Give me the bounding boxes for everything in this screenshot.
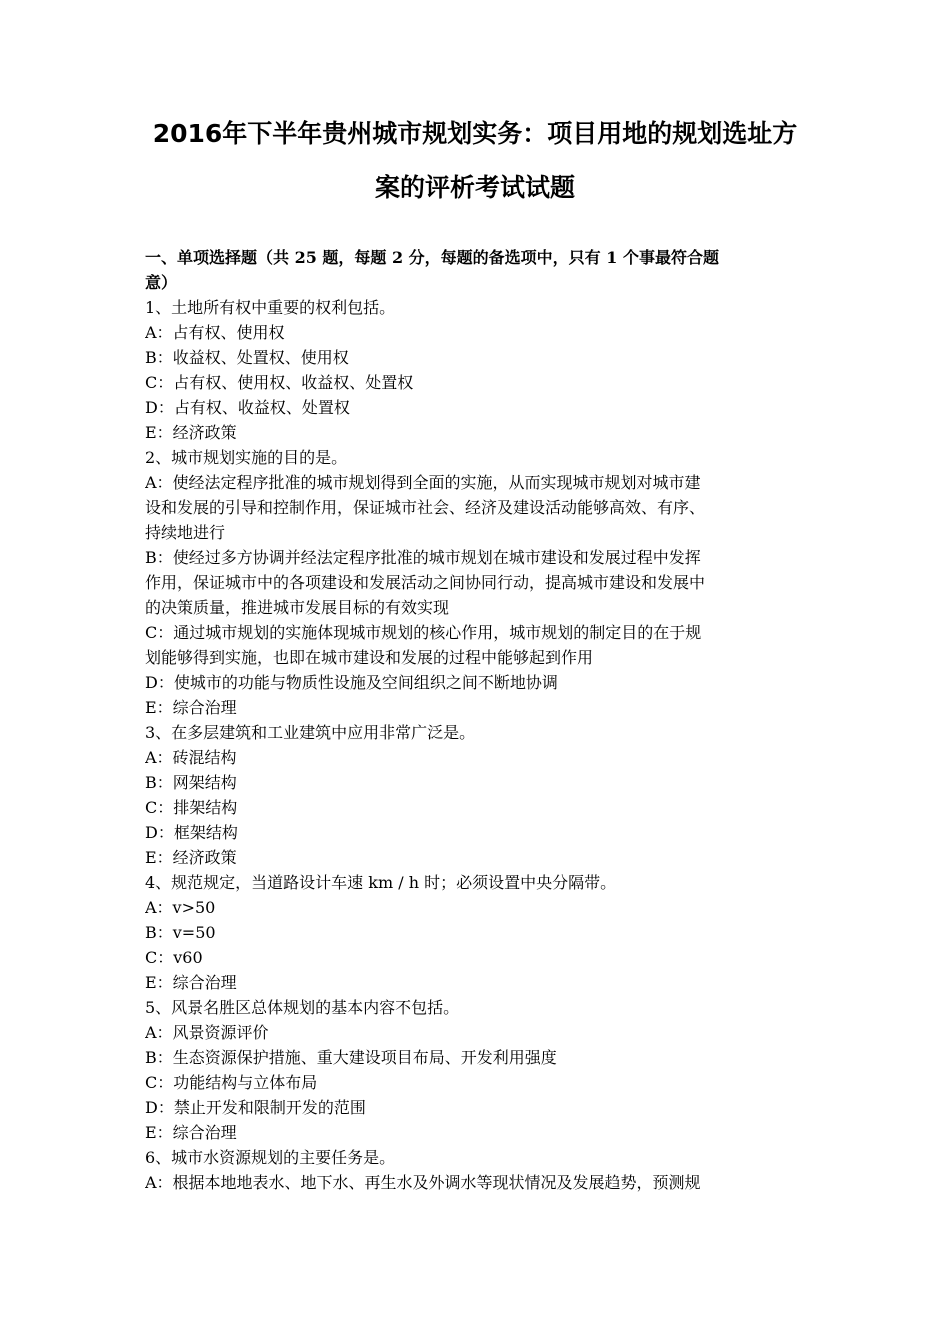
document-title-line-2: 案的评析考试试题 [374,173,575,202]
section-heading [145,245,810,295]
question-text-line: 的决策质量，推进城市发展目标的有效实现 [145,598,450,617]
question-text-line: B：网架结构 [145,773,237,792]
question-text-line: D：使城市的功能与物质性设施及空间组织之间不断地协调 [145,673,558,692]
question-text-line: A：砖混结构 [145,748,237,767]
question-text-line: 4、规范规定，当道路设计车速 km / h 时；必须设置中央分隔带。 [145,873,617,892]
question-text-line: 作用，保证城市中的各项建设和发展活动之间协同行动，提高城市建设和发展中 [145,573,706,592]
question-text-line: B：使经过多方协调并经法定程序批准的城市规划在城市建设和发展过程中发挥 [145,548,701,567]
question-text-line: 持续地进行 [145,523,226,542]
question-text-line: 5、风景名胜区总体规划的基本内容不包括。 [145,998,460,1017]
question-text-line: 1、土地所有权中重要的权利包括。 [145,298,396,317]
question-text-line: C：通过城市规划的实施体现城市规划的核心作用，城市规划的制定目的在于规 [145,623,702,642]
question-text-line: C：功能结构与立体布局 [145,1073,318,1092]
question-text-line: A：使经法定程序批准的城市规划得到全面的实施，从而实现城市规划对城市建 [145,473,701,492]
question-text-line: 6、城市水资源规划的主要任务是。 [145,1148,396,1167]
question-text-line: C：占有权、使用权、收益权、处置权 [145,373,414,392]
question-text-line: 3、在多层建筑和工业建筑中应用非常广泛是。 [145,723,476,742]
document-title-line-1: 2016年下半年贵州城市规划实务：项目用地的规划选址方 [152,119,798,148]
question-text-line: D：占有权、收益权、处置权 [145,398,350,417]
question-text-line: A：风景资源评价 [145,1023,269,1042]
question-text-line: A：根据本地地表水、地下水、再生水及外调水等现状情况及发展趋势，预测规 [145,1173,701,1192]
question-text-line: A：v>50 [145,898,216,917]
question-text-line: B：v=50 [145,923,216,942]
question-text-line: 设和发展的引导和控制作用，保证城市社会、经济及建设活动能够高效、有序、 [145,498,706,517]
question-text-line: 2、城市规划实施的目的是。 [145,448,348,467]
question-list [145,295,815,1195]
question-text-line: D：框架结构 [145,823,238,842]
question-text-line: B：生态资源保护措施、重大建设项目布局、开发利用强度 [145,1048,557,1067]
question-text-line: E：综合治理 [145,973,237,992]
question-text-line: D：禁止开发和限制开发的范围 [145,1098,366,1117]
question-text-line: A：占有权、使用权 [145,323,285,342]
question-text-line: C：v60 [145,948,203,967]
question-text-line: E：综合治理 [145,698,237,717]
section-heading-line-2: 意） [145,273,178,292]
question-text-line: 划能够得到实施，也即在城市建设和发展的过程中能够起到作用 [145,648,594,667]
question-text-line: E：综合治理 [145,1123,237,1142]
question-text-line: C：排架结构 [145,798,238,817]
question-text-line: B：收益权、处置权、使用权 [145,348,349,367]
question-text-line: E：经济政策 [145,848,237,867]
section-heading-line-1: 一、单项选择题（共 25 题，每题 2 分，每题的备选项中，只有 1 个事最符合题 [145,248,719,267]
question-text-line: E：经济政策 [145,423,237,442]
